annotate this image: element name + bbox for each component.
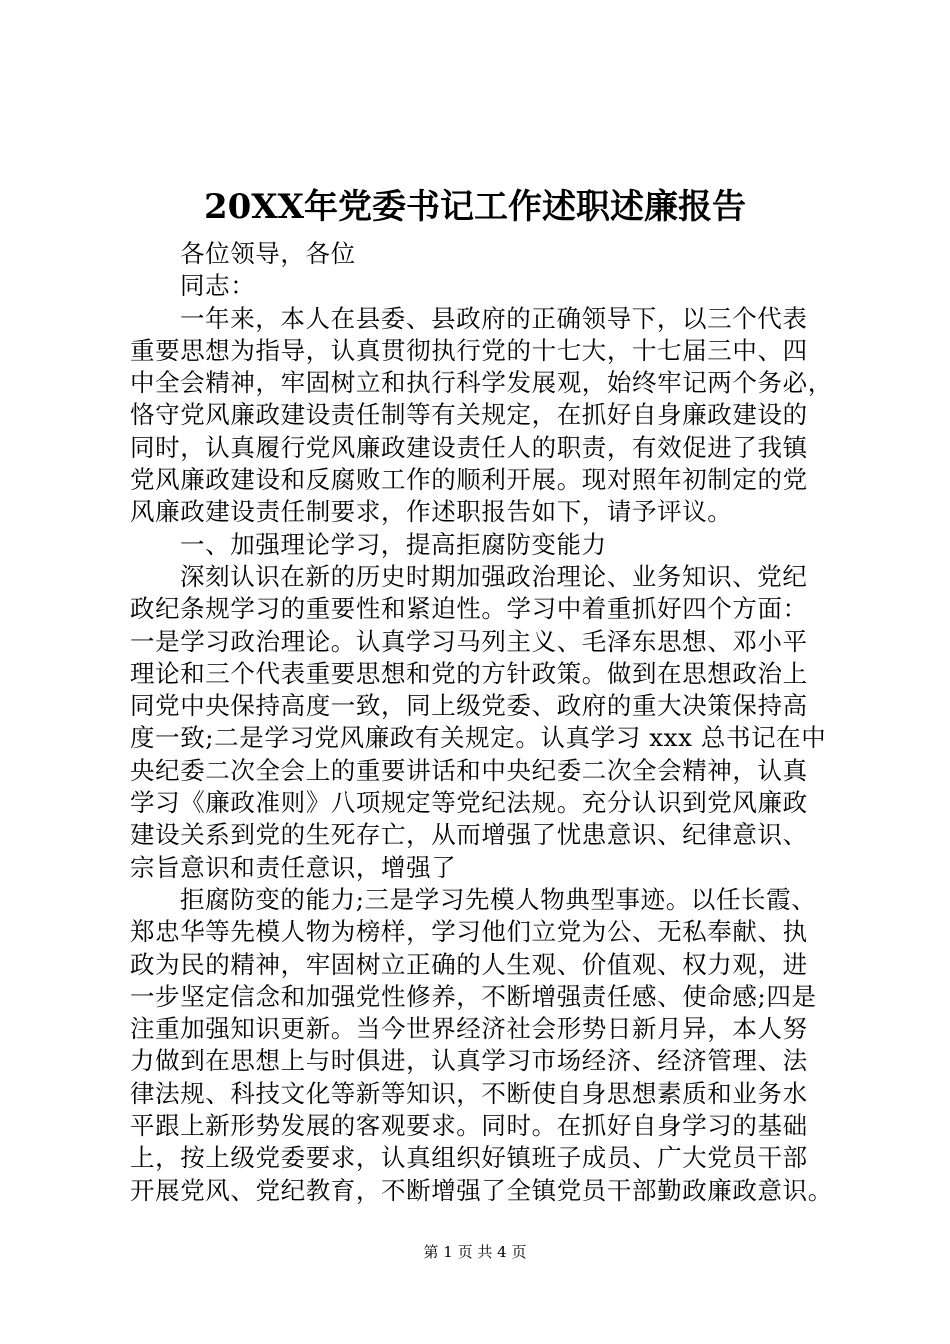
text-line: 风廉政建设责任制要求，作述职报告如下，请予评议。 <box>130 497 733 527</box>
text-line: 恪守党风廉政建设责任制等有关规定，在抓好自身廉政建设的 <box>130 400 808 430</box>
text-line: 党风廉政建设和反腐败工作的顺利开展。现对照年初制定的党 <box>130 465 808 495</box>
text-line: 同志： <box>180 271 256 301</box>
text-line: 一、加强理论学习，提高拒腐防变能力 <box>180 529 607 559</box>
text-line: 律法规、科技文化等新等知识，不断使自身思想素质和业务水 <box>130 1078 808 1108</box>
page-footer: 第 1 页 共 4 页 <box>423 1243 527 1261</box>
text-line: 重要思想为指导，认真贯彻执行党的十七大，十七届三中、四 <box>130 335 808 365</box>
text-line: 政为民的精神，牢固树立正确的人生观、价值观、权力观，进 <box>130 949 808 979</box>
text-line: 郑忠华等先模人物为榜样，学习他们立党为公、无私奉献、执 <box>130 917 808 947</box>
text-line: 同党中央保持高度一致，同上级党委、政府的重大决策保持高 <box>130 691 808 721</box>
text-line: 一年来，本人在县委、县政府的正确领导下，以三个代表 <box>180 303 808 333</box>
text-line: 度一致;二是学习党风廉政有关规定。认真学习 xxx 总书记在中 <box>130 723 827 753</box>
text-line: 上，按上级党委要求，认真组织好镇班子成员、广大党员干部 <box>130 1143 808 1173</box>
text-line: 中全会精神，牢固树立和执行科学发展观，始终牢记两个务必， <box>130 368 833 398</box>
text-line: 政纪条规学习的重要性和紧迫性。学习中着重抓好四个方面： <box>130 594 808 624</box>
text-line: 宗旨意识和责任意识，增强了 <box>130 852 457 882</box>
text-line: 拒腐防变的能力;三是学习先模人物典型事迹。以任长霞、 <box>180 884 817 914</box>
text-line: 力做到在思想上与时俱进，认真学习市场经济、经济管理、法 <box>130 1046 808 1076</box>
text-line: 央纪委二次全会上的重要讲话和中央纪委二次全会精神，认真 <box>130 755 808 785</box>
text-line: 深刻认识在新的历史时期加强政治理论、业务知识、党纪 <box>180 561 808 591</box>
text-line: 注重加强知识更新。当今世界经济社会形势日新月异，本人努 <box>130 1014 808 1044</box>
text-line: 平跟上新形势发展的客观要求。同时。在抓好自身学习的基础 <box>130 1111 808 1141</box>
text-line: 理论和三个代表重要思想和党的方针政策。做到在思想政治上 <box>130 658 808 688</box>
text-line: 建设关系到党的生死存亡，从而增强了忧患意识、纪律意识、 <box>130 820 808 850</box>
text-line: 各位领导，各位 <box>180 239 356 268</box>
document-title: 20XX年党委书记工作述职述廉报告 <box>203 187 747 227</box>
text-line: 同时，认真履行党风廉政建设责任人的职责，有效促进了我镇 <box>130 432 808 462</box>
text-line: 一步坚定信念和加强党性修养，不断增强责任感、使命感;四是 <box>130 981 817 1011</box>
document-body <box>130 238 833 1207</box>
text-line: 一是学习政治理论。认真学习马列主义、毛泽东思想、邓小平 <box>130 626 808 656</box>
text-line: 开展党风、党纪教育，不断增强了全镇党员干部勤政廉政意识。 <box>130 1175 833 1205</box>
text-line: 学习《廉政准则》八项规定等党纪法规。充分认识到党风廉政 <box>130 788 808 818</box>
